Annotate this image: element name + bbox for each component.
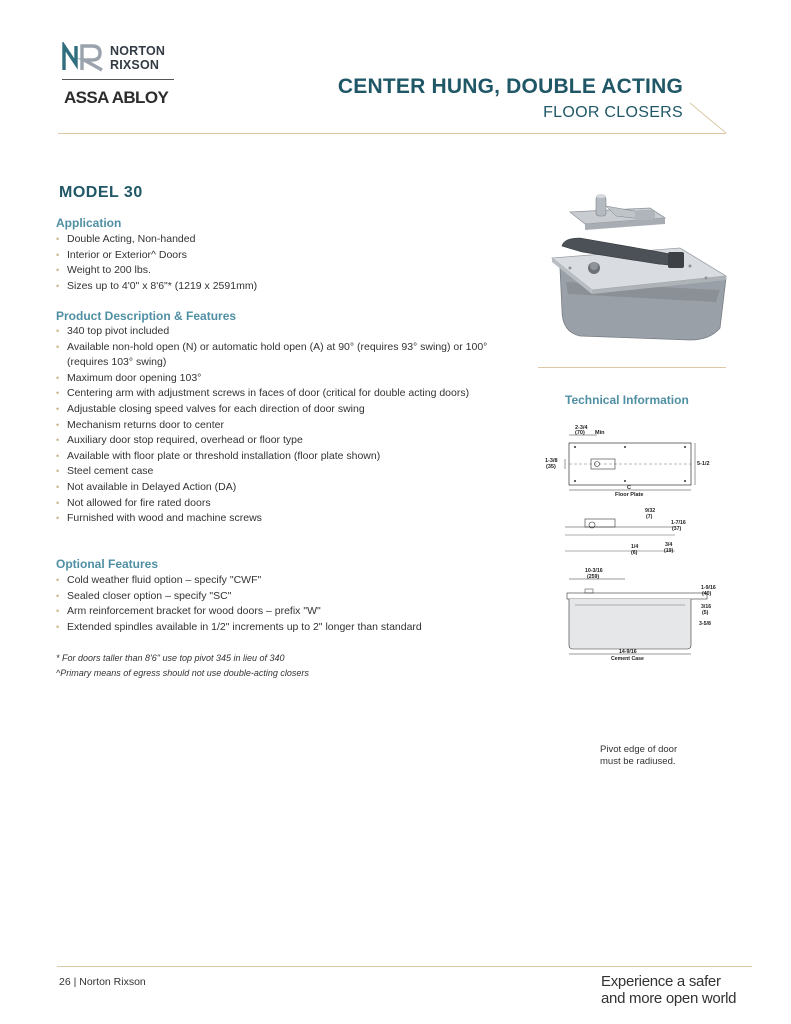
list-item: • 340 top pivot included (56, 324, 511, 340)
logo-divider (62, 79, 174, 80)
pivot-note (600, 744, 677, 768)
list-item: • Interior or Exterior^ Doors (56, 248, 511, 264)
sec-dim-1-4: 1/4 (631, 544, 639, 550)
list-item: • Available non-hold open (N) or automatic hold open (A) at 90° (requires 93° swing) or 100° (requires 103° swing) (56, 340, 511, 371)
list-item: • Weight to 200 lbs. (56, 263, 511, 279)
plan-dim-70: (70) (575, 430, 585, 436)
pivot-note-line-2: must be radiused. (600, 756, 676, 767)
image-divider (538, 367, 726, 368)
sec-dim-1-9-16: 1-9/16 (701, 585, 716, 591)
sec-dim-14-9-16: 14-9/16 (619, 649, 637, 655)
model-heading: MODEL 30 (59, 184, 143, 201)
sec-dim-10-3-16: 10-3/16 (585, 568, 603, 574)
header-accent-icon (689, 102, 729, 136)
floor-plate-caption: Floor Plate (615, 492, 644, 498)
plan-dim-5-1-2: 5-1/2 (697, 461, 710, 467)
technical-heading: Technical Information (565, 393, 689, 407)
sec-dim-7: (7) (646, 514, 653, 520)
plan-dim-c: C (627, 485, 631, 491)
footnote-egress: ^Primary means of egress should not use double-acting closers (56, 668, 309, 678)
page-number: 26 | Norton Rixson (59, 976, 146, 988)
sec-dim-19: (19) (664, 548, 674, 554)
sec-dim-3-5-8: 3-5/8 (699, 621, 711, 627)
application-heading: Application (56, 216, 122, 230)
tagline-line-2: and more open world (601, 990, 737, 1007)
plan-dim-35: (35) (546, 464, 556, 470)
plan-min: Min (595, 430, 605, 436)
floor-closer-product-image (540, 190, 730, 350)
optional-heading: Optional Features (56, 557, 159, 571)
pivot-note-line-1: Pivot edge of door (600, 744, 678, 755)
norton-rixson-logo-icon (62, 42, 108, 72)
list-item: • Cold weather fluid option – specify "CWF" (56, 573, 511, 589)
features-list (56, 324, 511, 527)
sec-dim-3-4: 3/4 (665, 542, 673, 548)
sec-dim-37: (37) (672, 526, 682, 532)
brand-line-1: NORTON (110, 44, 166, 58)
sec-dim-3-16: 3/16 (701, 604, 712, 610)
list-item: • Not available in Delayed Action (DA) (56, 480, 511, 496)
floor-plate-plan-drawing (545, 423, 725, 503)
footer-tagline (601, 973, 736, 1007)
list-item: • Double Acting, Non-handed (56, 232, 511, 248)
sec-dim-1-7-16: 1-7/16 (671, 520, 686, 526)
footnote-top-pivot: * For doors taller than 8'6" use top pivot 345 in lieu of 340 (56, 653, 285, 663)
page-title: CENTER HUNG, DOUBLE ACTING (337, 75, 683, 98)
tagline-line-1: Experience a safer (601, 973, 721, 990)
optional-list (56, 573, 511, 635)
sec-dim-9-32: 9/32 (645, 508, 656, 514)
brand-line-2: RIXSON (110, 58, 160, 72)
application-list (56, 232, 511, 294)
sec-dim-6: (6) (631, 550, 638, 556)
list-item: • Available with floor plate or threshold installation (floor plate shown) (56, 449, 511, 465)
sec-dim-259: (259) (587, 574, 600, 580)
header-divider (58, 133, 726, 134)
list-item: • Steel cement case (56, 464, 511, 480)
plan-dim-2-3-4: 2-3/4 (575, 425, 588, 431)
list-item: • Centering arm with adjustment screws in faces of door (critical for double acting doors) (56, 386, 511, 402)
plan-dim-1-3-8: 1-3/8 (545, 458, 558, 464)
list-item: • Auxiliary door stop required, overhead or floor type (56, 433, 511, 449)
list-item: • Arm reinforcement bracket for wood doors – prefix "W" (56, 604, 511, 620)
list-item: • Sizes up to 4'0" x 8'6"* (1219 x 2591mm) (56, 279, 511, 295)
cement-case-section-drawing (555, 505, 725, 665)
list-item: • Extended spindles available in 1/2" increments up to 2" longer than standard (56, 620, 511, 636)
list-item: • Adjustable closing speed valves for each direction of door swing (56, 402, 511, 418)
footer-divider (57, 966, 752, 967)
sec-dim-5: (5) (702, 610, 709, 616)
cement-case-caption: Cement Case (611, 656, 644, 662)
features-heading: Product Description & Features (56, 309, 237, 323)
list-item: • Not allowed for fire rated doors (56, 496, 511, 512)
sec-dim-40: (40) (702, 591, 712, 597)
assa-abloy-logo: ASSA ABLOY (64, 88, 169, 107)
list-item: • Sealed closer option – specify "SC" (56, 589, 511, 605)
list-item: • Mechanism returns door to center (56, 418, 511, 434)
page-subtitle: FLOOR CLOSERS (543, 104, 683, 121)
list-item: • Maximum door opening 103° (56, 371, 511, 387)
list-item: • Furnished with wood and machine screws (56, 511, 511, 527)
